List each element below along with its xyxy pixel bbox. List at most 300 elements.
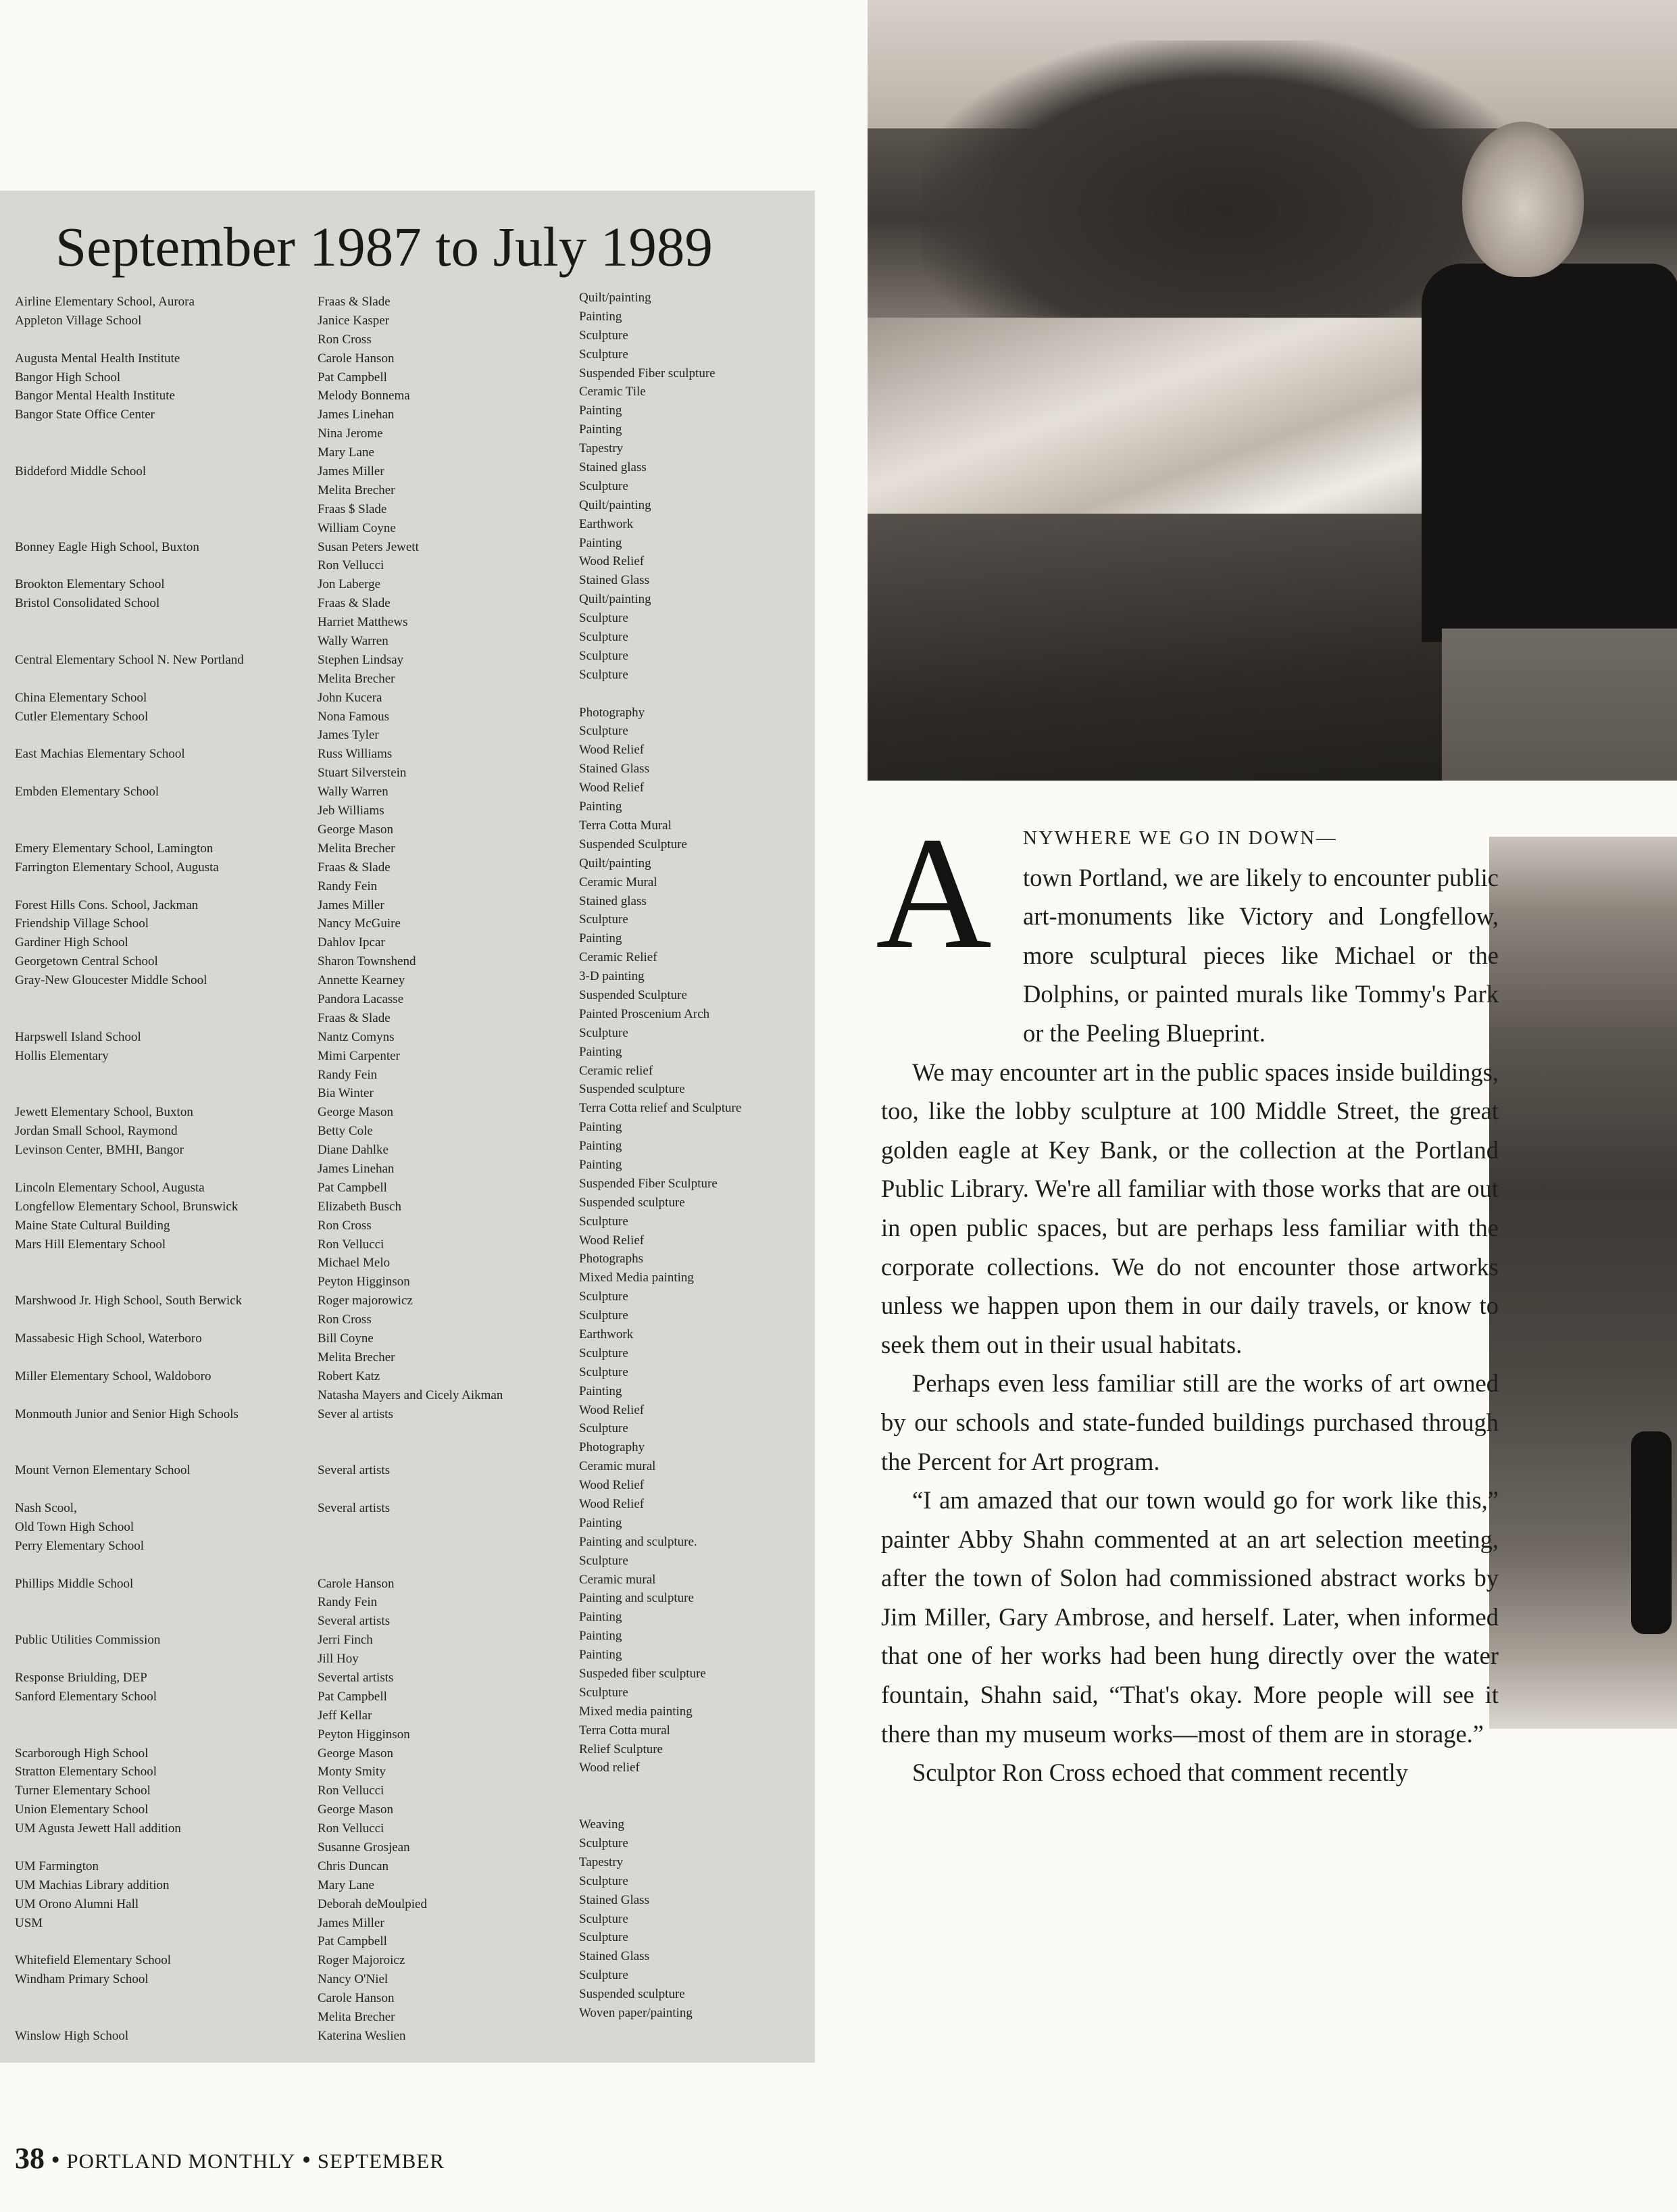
medium-entry: Wood Relief bbox=[579, 1402, 645, 1417]
medium-entry: Sculpture bbox=[579, 1968, 628, 1983]
artist-entry: Carole Hanson bbox=[318, 1576, 395, 1591]
artist-entry: George Mason bbox=[318, 1105, 394, 1120]
school-entry: USM bbox=[15, 1915, 43, 1930]
medium-entry: Sculpture bbox=[579, 1685, 628, 1700]
school-entry bbox=[15, 330, 299, 349]
medium-entry: Tapestry bbox=[579, 1854, 624, 1869]
medium-entry: Earthwork bbox=[579, 1327, 634, 1342]
artist-entry: Fraas $ Slade bbox=[318, 501, 387, 516]
artist-entry: James Miller bbox=[318, 1915, 384, 1930]
medium-entry: Earthwork bbox=[579, 516, 634, 531]
medium-entry: Sculpture bbox=[579, 667, 628, 682]
magazine-name: PORTLAND MONTHLY bbox=[66, 2149, 296, 2173]
school-entry bbox=[15, 519, 299, 538]
medium-entry: Painting bbox=[579, 800, 622, 814]
medium-entry: Painting bbox=[579, 1629, 622, 1644]
artist-entry: Pat Campbell bbox=[318, 1934, 387, 1949]
school-entry bbox=[15, 1725, 299, 1744]
artist-entry: Ron Vellucci bbox=[318, 558, 384, 573]
medium-entry: Terra Cotta mural bbox=[579, 1723, 670, 1738]
medium-entry: Sculpture bbox=[579, 478, 628, 493]
medium-entry: Sculpture bbox=[579, 1365, 628, 1379]
person-jeans bbox=[1442, 629, 1677, 781]
school-entry: Bangor High School bbox=[15, 370, 121, 385]
school-entry bbox=[15, 1160, 299, 1179]
issue-month: SEPTEMBER bbox=[317, 2149, 445, 2173]
artist-entry: Wally Warren bbox=[318, 634, 389, 649]
medium-entry: Suspended sculpture bbox=[579, 1195, 685, 1210]
artist-entry: Carole Hanson bbox=[318, 1991, 395, 2006]
school-entry: UM Farmington bbox=[15, 1859, 99, 1873]
school-entry bbox=[15, 1932, 299, 1951]
artist-entry: Several artists bbox=[318, 1501, 391, 1515]
artist-entry: James Miller bbox=[318, 898, 384, 912]
school-entry: Emery Elementary School, Lamington bbox=[15, 841, 214, 856]
medium-entry: Suspended sculpture bbox=[579, 1082, 685, 1097]
medium-entry: Painting bbox=[579, 1120, 622, 1135]
artist-entry: Melody Bonnema bbox=[318, 389, 410, 403]
medium-entry: Quilt/painting bbox=[579, 497, 651, 512]
school-entry bbox=[15, 1084, 299, 1103]
artist-entry: Jill Hoy bbox=[318, 1652, 359, 1667]
medium-entry: Suspended Fiber sculpture bbox=[579, 366, 716, 380]
school-entry: Windham Primary School bbox=[15, 1972, 149, 1987]
artist-entry: Severtal artists bbox=[318, 1671, 394, 1686]
medium-entry: Sculpture bbox=[579, 1873, 628, 1888]
school-entry: Bonney Eagle High School, Buxton bbox=[15, 539, 199, 554]
artist-entry: Mimi Carpenter bbox=[318, 1048, 400, 1063]
school-entry: Maine State Cultural Building bbox=[15, 1218, 170, 1233]
medium-entry: Painting bbox=[579, 1383, 622, 1398]
artist-entry: James Miller bbox=[318, 464, 384, 479]
medium-entry: Stained Glass bbox=[579, 573, 649, 588]
school-entry bbox=[15, 2008, 299, 2027]
school-entry bbox=[15, 556, 299, 575]
school-entry: Massabesic High School, Waterboro bbox=[15, 1331, 202, 1346]
article-body bbox=[881, 816, 1499, 1792]
medium-entry: Painting bbox=[579, 931, 622, 946]
artist-entry: Susan Peters Jewett bbox=[318, 539, 419, 554]
artist-entry: Melita Brecher bbox=[318, 483, 395, 497]
artist-entry: Robert Katz bbox=[318, 1369, 380, 1383]
medium-entry: Mixed media painting bbox=[579, 1704, 693, 1719]
photo-sculpture bbox=[1631, 1431, 1672, 1634]
school-entry: Scarborough High School bbox=[15, 1746, 149, 1761]
footer-bullet-2: • bbox=[301, 2146, 311, 2174]
artist-entry: Ron Cross bbox=[318, 1312, 372, 1327]
school-entry bbox=[15, 1066, 299, 1085]
school-entry: Perry Elementary School bbox=[15, 1538, 145, 1553]
person-head bbox=[1462, 122, 1584, 277]
artist-entry: Peyton Higginson bbox=[318, 1727, 410, 1742]
artist-entry: Nancy McGuire bbox=[318, 916, 401, 931]
artist-entry: Ron Vellucci bbox=[318, 1784, 384, 1798]
artist-entry: Melita Brecher bbox=[318, 2010, 395, 2025]
school-entry: Levinson Center, BMHI, Bangor bbox=[15, 1143, 184, 1158]
medium-entry: Photography bbox=[579, 1440, 645, 1455]
artist-entry: Randy Fein bbox=[318, 1595, 378, 1610]
school-entry: Brookton Elementary School bbox=[15, 577, 165, 592]
medium-entry: Stained Glass bbox=[579, 1949, 649, 1964]
page-number: 38 bbox=[15, 2142, 45, 2175]
artist-entry: Sharon Townshend bbox=[318, 954, 416, 969]
artist-entry: Nantz Comyns bbox=[318, 1029, 395, 1044]
medium-entry: Sculpture bbox=[579, 630, 628, 645]
school-entry: Forest Hills Cons. School, Jackman bbox=[15, 898, 199, 912]
school-entry: Airline Elementary School, Aurora bbox=[15, 295, 195, 309]
medium-entry: Ceramic relief bbox=[579, 1063, 653, 1078]
artist-entry: Roger Majoroicz bbox=[318, 1953, 405, 1968]
medium-entry: Sculpture bbox=[579, 1289, 628, 1304]
artist-entry: Roger majorowicz bbox=[318, 1294, 413, 1308]
school-entry: Phillips Middle School bbox=[15, 1576, 134, 1591]
medium-entry: Sculpture bbox=[579, 724, 628, 739]
artist-entry: John Kucera bbox=[318, 690, 382, 705]
artist-entry: Stephen Lindsay bbox=[318, 652, 404, 667]
medium-entry: Stained glass bbox=[579, 460, 647, 475]
school-entry: Gray-New Gloucester Middle School bbox=[15, 973, 207, 988]
artist-entry: Jon Laberge bbox=[318, 577, 381, 592]
artist-entry: Nancy O'Niel bbox=[318, 1972, 389, 1987]
school-entry: Lincoln Elementary School, Augusta bbox=[15, 1180, 205, 1195]
school-entry bbox=[15, 820, 299, 839]
school-entry bbox=[15, 1254, 299, 1273]
medium-entry: Wood Relief bbox=[579, 1233, 645, 1248]
article-paragraph-5: Sculptor Ron Cross echoed that comment recently bbox=[912, 1759, 1408, 1787]
medium-entry: Suspeded fiber sculpture bbox=[579, 1667, 706, 1681]
medium-entry bbox=[579, 1777, 809, 1796]
medium-entry: Mixed Media painting bbox=[579, 1271, 694, 1285]
sidebar-title: September 1987 to July 1989 bbox=[55, 216, 713, 278]
medium-entry: Painting bbox=[579, 1610, 622, 1625]
artist-entry: Michael Melo bbox=[318, 1256, 391, 1271]
artist-entry: Several artists bbox=[318, 1614, 391, 1629]
medium-entry: Painting bbox=[579, 535, 622, 550]
school-entry: Public Utilities Commission bbox=[15, 1633, 161, 1648]
school-entry: East Machias Elementary School bbox=[15, 747, 185, 762]
school-entry bbox=[15, 500, 299, 519]
medium-entry: Painting bbox=[579, 1139, 622, 1154]
artist-entry: Katerina Weslien bbox=[318, 2028, 406, 2043]
artist-portrait-photo bbox=[868, 0, 1677, 781]
article-lead-in: NYWHERE WE GO IN DOWN— bbox=[1023, 827, 1338, 849]
artist-entry: Wally Warren bbox=[318, 785, 389, 800]
artist-entry: Ron Vellucci bbox=[318, 1237, 384, 1252]
school-entry bbox=[15, 1273, 299, 1292]
school-entry bbox=[15, 1310, 299, 1329]
school-entry: Augusta Mental Health Institute bbox=[15, 351, 180, 366]
school-entry: Sanford Elementary School bbox=[15, 1689, 157, 1704]
school-entry bbox=[15, 1009, 299, 1028]
medium-entry: Suspended Sculpture bbox=[579, 987, 687, 1002]
school-entry bbox=[15, 1348, 299, 1367]
artist-entry: Bill Coyne bbox=[318, 1331, 374, 1346]
school-entry bbox=[15, 802, 299, 820]
artist-entry: Fraas & Slade bbox=[318, 860, 391, 875]
school-entry: Old Town High School bbox=[15, 1519, 134, 1534]
artist-entry: Randy Fein bbox=[318, 1067, 378, 1082]
medium-entry: Painting bbox=[579, 1515, 622, 1530]
medium-entry: Photography bbox=[579, 705, 645, 720]
school-entry: UM Agusta Jewett Hall addition bbox=[15, 1821, 181, 1836]
medium-entry: Terra Cotta relief and Sculpture bbox=[579, 1101, 742, 1116]
school-entry bbox=[15, 764, 299, 783]
artist-entry: Annette Kearney bbox=[318, 973, 405, 988]
artist-entry: Chris Duncan bbox=[318, 1859, 389, 1873]
artist-entry: Randy Fein bbox=[318, 879, 378, 893]
school-entry: Bangor State Office Center bbox=[15, 408, 155, 422]
artist-entry: Fraas & Slade bbox=[318, 1010, 391, 1025]
school-entry bbox=[15, 1386, 299, 1405]
medium-entry: Painting bbox=[579, 1648, 622, 1663]
artist-entry: Bia Winter bbox=[318, 1086, 374, 1101]
artist-entry: Diane Dahlke bbox=[318, 1143, 389, 1158]
medium-entry: Sculpture bbox=[579, 912, 628, 927]
medium-entry: Sculpture bbox=[579, 1553, 628, 1568]
media-column bbox=[579, 289, 809, 2023]
artist-entry: Jeff Kellar bbox=[318, 1708, 372, 1723]
medium-entry: Painting and sculpture bbox=[579, 1591, 694, 1606]
artist-entry: Pandora Lacasse bbox=[318, 991, 404, 1006]
artist-entry bbox=[318, 1423, 561, 1442]
artist-entry: Russ Williams bbox=[318, 747, 393, 762]
artist-entry: Fraas & Slade bbox=[318, 596, 391, 611]
medium-entry: Quilt/painting bbox=[579, 856, 651, 870]
school-entry: Nash Scool, bbox=[15, 1501, 77, 1515]
medium-entry: Tapestry bbox=[579, 441, 624, 456]
artist-entry: James Linehan bbox=[318, 1161, 395, 1176]
medium-entry: 3-D painting bbox=[579, 969, 645, 984]
artist-entry: Jerri Finch bbox=[318, 1633, 373, 1648]
medium-entry: Sculpture bbox=[579, 1308, 628, 1323]
school-entry: Whitefield Elementary School bbox=[15, 1953, 172, 1968]
medium-entry: Stained glass bbox=[579, 893, 647, 908]
artist-entry bbox=[318, 1518, 561, 1537]
artist-entry: Pat Campbell bbox=[318, 1689, 387, 1704]
artist-entry: Janice Kasper bbox=[318, 313, 390, 328]
medium-entry: Wood Relief bbox=[579, 781, 645, 795]
medium-entry: Sculpture bbox=[579, 328, 628, 343]
school-entry bbox=[15, 424, 299, 443]
medium-entry: Ceramic Mural bbox=[579, 875, 657, 889]
artist-entry: Ron Cross bbox=[318, 332, 372, 347]
artist-entry: James Linehan bbox=[318, 408, 395, 422]
medium-entry: Quilt/painting bbox=[579, 592, 651, 607]
school-entry: China Elementary School bbox=[15, 690, 147, 705]
school-entry bbox=[15, 726, 299, 745]
artist-entry: Peyton Higginson bbox=[318, 1275, 410, 1289]
medium-entry: Painting bbox=[579, 422, 622, 437]
artist-entry: Betty Cole bbox=[318, 1124, 373, 1139]
artist-entry: Sever al artists bbox=[318, 1406, 393, 1421]
school-entry bbox=[15, 1650, 299, 1669]
school-entry: Hollis Elementary bbox=[15, 1048, 109, 1063]
artist-entry: Carole Hanson bbox=[318, 351, 395, 366]
artist-entry: Ron Vellucci bbox=[318, 1821, 384, 1836]
medium-entry bbox=[579, 685, 809, 704]
medium-entry: Painting bbox=[579, 403, 622, 418]
artist-entry: Melita Brecher bbox=[318, 671, 395, 686]
footer-bullet-1: • bbox=[51, 2146, 60, 2174]
medium-entry: Quilt/painting bbox=[579, 291, 651, 305]
school-entry: Jewett Elementary School, Buxton bbox=[15, 1105, 193, 1120]
school-entry bbox=[15, 990, 299, 1009]
page-footer bbox=[15, 2141, 445, 2176]
school-entry bbox=[15, 1706, 299, 1725]
medium-entry: Ceramic Relief bbox=[579, 950, 657, 965]
school-entry bbox=[15, 481, 299, 500]
medium-entry: Painting bbox=[579, 1044, 622, 1059]
artist-entry: Nina Jerome bbox=[318, 426, 383, 441]
school-entry: Cutler Elementary School bbox=[15, 709, 149, 724]
medium-entry: Weaving bbox=[579, 1817, 625, 1832]
school-entry: Friendship Village School bbox=[15, 916, 149, 931]
artist-entry: Stuart Silverstein bbox=[318, 766, 407, 781]
school-entry bbox=[15, 1989, 299, 2008]
medium-entry: Woven paper/painting bbox=[579, 2006, 693, 2021]
school-entry: Monmouth Junior and Senior High Schools bbox=[15, 1406, 239, 1421]
medium-entry: Sculpture bbox=[579, 1421, 628, 1436]
school-entry: UM Orono Alumni Hall bbox=[15, 1896, 139, 1911]
medium-entry: Sculpture bbox=[579, 1836, 628, 1851]
school-entry bbox=[15, 1480, 299, 1499]
school-entry: Embden Elementary School bbox=[15, 785, 159, 800]
artist-entry: Mary Lane bbox=[318, 445, 374, 460]
medium-entry: Terra Cotta Mural bbox=[579, 818, 672, 833]
artist-entry bbox=[318, 1442, 561, 1461]
drop-cap: A bbox=[876, 804, 992, 982]
medium-entry bbox=[579, 1796, 809, 1815]
school-entry: Miller Elementary School, Waldoboro bbox=[15, 1369, 211, 1383]
school-entry bbox=[15, 1838, 299, 1857]
school-entry: Winslow High School bbox=[15, 2028, 129, 2043]
artist-entry: George Mason bbox=[318, 1746, 394, 1761]
photo-person bbox=[1462, 101, 1677, 781]
school-entry: Stratton Elementary School bbox=[15, 1765, 157, 1779]
medium-entry: Sculpture bbox=[579, 648, 628, 663]
school-entry bbox=[15, 877, 299, 896]
medium-entry: Painting bbox=[579, 1157, 622, 1172]
medium-entry: Suspended Fiber Sculpture bbox=[579, 1176, 718, 1191]
school-entry bbox=[15, 670, 299, 689]
medium-entry: Sculpture bbox=[579, 1911, 628, 1926]
article-paragraph-2: We may encounter art in the public spaces inside buildings, too, like the lobby sculpture at 100 Middle Street, the great golden eagle at Key Bank, or the collection at the Portland Public Library. We're all familiar with those works that are out in open public spaces, but are perhaps less familiar with the corporate collections. We do not encounter those artworks unless we happen upon them in our daily travels, or know to seek them out in their usual habitats. bbox=[881, 1058, 1499, 1358]
medium-entry: Sculpture bbox=[579, 1214, 628, 1229]
school-entry: Mount Vernon Elementary School bbox=[15, 1463, 191, 1478]
artist-entry: James Tyler bbox=[318, 728, 379, 743]
artist-entry: Harriet Matthews bbox=[318, 615, 408, 630]
medium-entry: Stained Glass bbox=[579, 1892, 649, 1907]
artist-entry: Mary Lane bbox=[318, 1877, 374, 1892]
medium-entry: Painting and sculpture. bbox=[579, 1534, 697, 1549]
artists-column bbox=[318, 293, 561, 2046]
artist-entry: Pat Campbell bbox=[318, 1180, 387, 1195]
artist-entry: Nona Famous bbox=[318, 709, 390, 724]
artist-entry bbox=[318, 1556, 561, 1575]
artist-entry bbox=[318, 1480, 561, 1499]
school-entry: Georgetown Central School bbox=[15, 954, 158, 969]
school-entry: Biddeford Middle School bbox=[15, 464, 147, 479]
school-entry bbox=[15, 1612, 299, 1631]
medium-entry: Ceramic Tile bbox=[579, 385, 646, 399]
school-entry: Jordan Small School, Raymond bbox=[15, 1124, 178, 1139]
artist-entry bbox=[318, 1537, 561, 1556]
artist-entry: Pat Campbell bbox=[318, 370, 387, 385]
medium-entry: Sculpture bbox=[579, 1025, 628, 1040]
schools-column bbox=[15, 293, 299, 2046]
school-entry bbox=[15, 613, 299, 632]
artist-entry: George Mason bbox=[318, 1802, 394, 1817]
outdoor-sculpture-photo bbox=[1489, 837, 1677, 1729]
medium-entry: Suspended sculpture bbox=[579, 1987, 685, 2002]
article-lead-body: town Portland, we are likely to encounter public art-monuments like Victory and Longfellow, more sculptural pieces like Michael or the Dolphins, or painted murals like Tommy's Park or the Peeling Blueprint. bbox=[1023, 863, 1499, 1047]
artist-entry: Fraas & Slade bbox=[318, 295, 391, 309]
school-entry bbox=[15, 1556, 299, 1575]
school-entry: Harpswell Island School bbox=[15, 1029, 141, 1044]
school-entry bbox=[15, 1442, 299, 1461]
medium-entry: Wood Relief bbox=[579, 743, 645, 758]
school-entry: Bristol Consolidated School bbox=[15, 596, 160, 611]
medium-entry: Painted Proscenium Arch bbox=[579, 1006, 710, 1021]
school-entry: Gardiner High School bbox=[15, 935, 128, 950]
school-entry: Union Elementary School bbox=[15, 1802, 149, 1817]
school-entry: Central Elementary School N. New Portland bbox=[15, 652, 244, 667]
artist-entry: Jeb Williams bbox=[318, 804, 384, 818]
person-shirt bbox=[1422, 264, 1677, 642]
school-entry bbox=[15, 632, 299, 651]
artist-entry: Several artists bbox=[318, 1463, 391, 1478]
artist-entry: Melita Brecher bbox=[318, 1350, 395, 1365]
medium-entry: Painting bbox=[579, 309, 622, 324]
school-entry: Response Briulding, DEP bbox=[15, 1671, 147, 1686]
medium-entry: Photographs bbox=[579, 1252, 643, 1267]
artist-entry: George Mason bbox=[318, 822, 394, 837]
school-entry: Longfellow Elementary School, Brunswick bbox=[15, 1199, 239, 1214]
medium-entry: Suspended Sculpture bbox=[579, 837, 687, 852]
medium-entry: Sculpture bbox=[579, 611, 628, 626]
artist-entry: Monty Smity bbox=[318, 1765, 386, 1779]
article-paragraph-1 bbox=[881, 816, 1499, 1053]
medium-entry: Relief Sculpture bbox=[579, 1742, 663, 1756]
school-entry: Marshwood Jr. High School, South Berwick bbox=[15, 1294, 243, 1308]
medium-entry: Stained Glass bbox=[579, 762, 649, 777]
school-entry: UM Machias Library addition bbox=[15, 1877, 170, 1892]
artist-entry: William Coyne bbox=[318, 520, 396, 535]
artist-entry: Ron Cross bbox=[318, 1218, 372, 1233]
medium-entry: Sculpture bbox=[579, 1930, 628, 1945]
school-entry bbox=[15, 1593, 299, 1612]
artist-entry: Dahlov Ipcar bbox=[318, 935, 385, 950]
school-entry: Appleton Village School bbox=[15, 313, 142, 328]
artist-entry: Melita Brecher bbox=[318, 841, 395, 856]
school-entry: Mars Hill Elementary School bbox=[15, 1237, 166, 1252]
school-entry bbox=[15, 1423, 299, 1442]
medium-entry: Sculpture bbox=[579, 347, 628, 362]
school-entry: Turner Elementary School bbox=[15, 1784, 151, 1798]
artist-entry: Deborah deMoulpied bbox=[318, 1896, 427, 1911]
medium-entry: Ceramic mural bbox=[579, 1572, 656, 1587]
school-entry: Bangor Mental Health Institute bbox=[15, 389, 175, 403]
medium-entry: Wood relief bbox=[579, 1761, 640, 1775]
artist-entry: Elizabeth Busch bbox=[318, 1199, 401, 1214]
school-entry bbox=[15, 443, 299, 462]
artist-entry: Susanne Grosjean bbox=[318, 1840, 410, 1855]
medium-entry: Ceramic mural bbox=[579, 1459, 656, 1474]
medium-entry: Wood Relief bbox=[579, 1497, 645, 1511]
medium-entry: Sculpture bbox=[579, 1346, 628, 1360]
article-paragraph-4: “I am amazed that our town would go for work like this,” painter Abby Shahn commented at an art selection meeting, after the town of Solon had commissioned abstract works by Jim Miller, Gary Ambrose, and herself. Later, when informed that one of her works had been hung directly over the water fountain, Shahn said, “That's okay. More people will see it there than my museum works—most of them are in storage.” bbox=[881, 1486, 1499, 1748]
school-entry: Farrington Elementary School, Augusta bbox=[15, 860, 219, 875]
